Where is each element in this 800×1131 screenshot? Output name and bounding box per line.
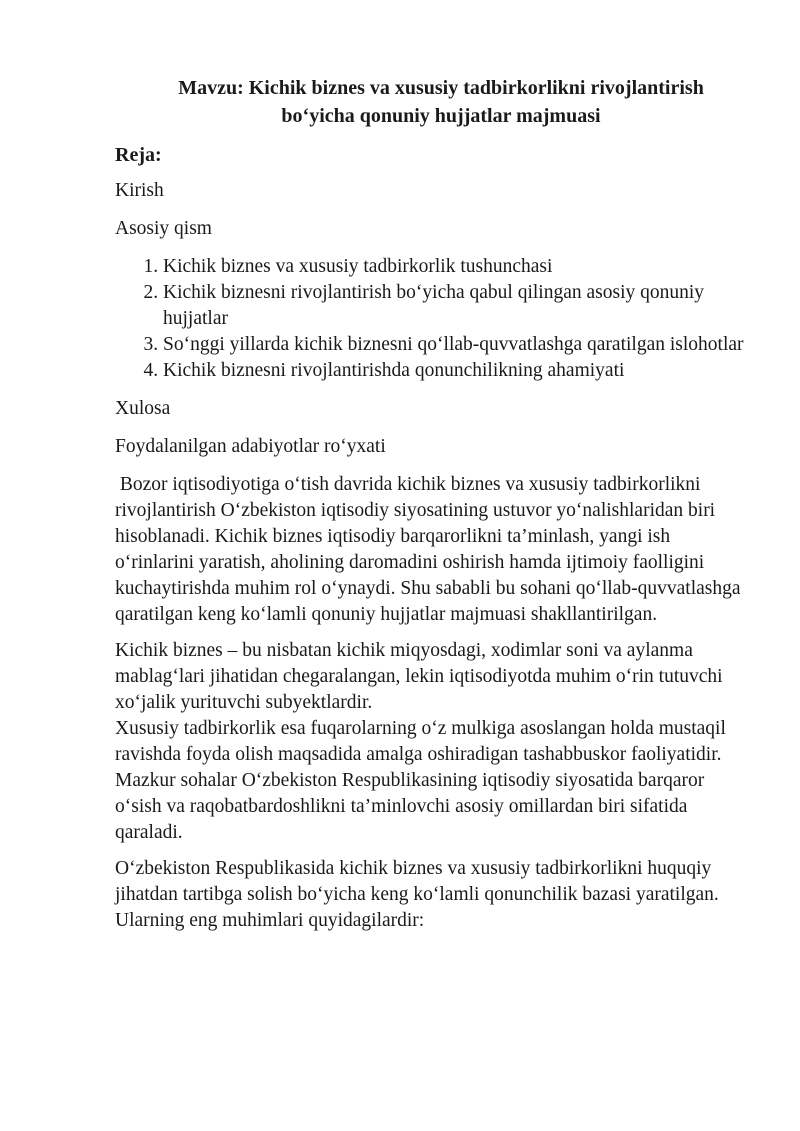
plan-item: 2. Kichik biznesni rivojlantirish bo‘yicha qabul qilingan asosiy qonuniy hujjatlar	[163, 280, 745, 332]
paragraph-economic-policy: Mazkur sohalar O‘zbekiston Respublikasining iqtisodiy siyosatida barqaror o‘sish va raqobatbardoshlikni ta’minlovchi asosiy omillardan biri sifatida qaraladi.	[115, 770, 705, 843]
title-line-2: bo‘yicha qonuniy hujjatlar majmuasi	[281, 105, 601, 127]
plan-conclusion: Xulosa	[115, 398, 171, 419]
plan-list	[115, 254, 745, 384]
plan-item: 4. Kichik biznesni rivojlantirishda qonunchilikning ahamiyati	[163, 358, 745, 384]
paragraph-legal-base: O‘zbekiston Respublikasida kichik biznes va xususiy tadbirkorlikni huquqiy jihatdan tartibga solish bo‘yicha keng ko‘lamli qonunchilik bazasi yaratilgan. Ularning eng muhimlari quyidagilardir:	[115, 858, 719, 931]
paragraph-definition-entrepreneurship: Xususiy tadbirkorlik esa fuqarolarning o‘z mulkiga asoslangan holda mustaqil ravishda foyda olish maqsadida amalga oshiradigan tashabbuskor faoliyatidir.	[115, 718, 726, 765]
plan-intro: Kirish	[115, 180, 164, 201]
document-title	[115, 74, 745, 130]
document-page	[115, 74, 745, 944]
paragraph-definition-small-business: Kichik biznes – bu nisbatan kichik miqyosdagi, xodimlar soni va aylanma mablag‘lari jihatidan chegaralangan, lekin iqtisodiyotda muhim o‘rin tutuvchi xo‘jalik yurituvchi subyektlardir.	[115, 640, 723, 713]
plan-item: 3. So‘nggi yillarda kichik biznesni qo‘llab-quvvatlashga qaratilgan islohotlar	[163, 332, 745, 358]
title-line-1: Mavzu: Kichik biznes va xususiy tadbirkorlikni rivojlantirish	[178, 77, 704, 99]
paragraph-intro: Bozor iqtisodiyotiga o‘tish davrida kichik biznes va xususiy tadbirkorlikni rivojlantirish O‘zbekiston iqtisodiy siyosatining ustuvor yo‘nalishlaridan biri hisoblanadi. Kichik biznes iqtisodiy barqarorlikni ta’minlash, yangi ish o‘rinlarini yaratish, aholining daromadini oshirish hamda ijtimoiy faolligini kuchaytirishda muhim rol o‘ynaydi. Shu sababli bu sohani qo‘llab-quvvatlashga qaratilgan keng ko‘lamli qonuniy hujjatlar majmuasi shakllantirilgan.	[115, 474, 746, 625]
plan-heading: Reja:	[115, 144, 162, 166]
plan-item: 1. Kichik biznes va xususiy tadbirkorlik tushunchasi	[163, 254, 745, 280]
plan-references: Foydalanilgan adabiyotlar ro‘yxati	[115, 436, 386, 457]
plan-main-part: Asosiy qism	[115, 218, 212, 239]
